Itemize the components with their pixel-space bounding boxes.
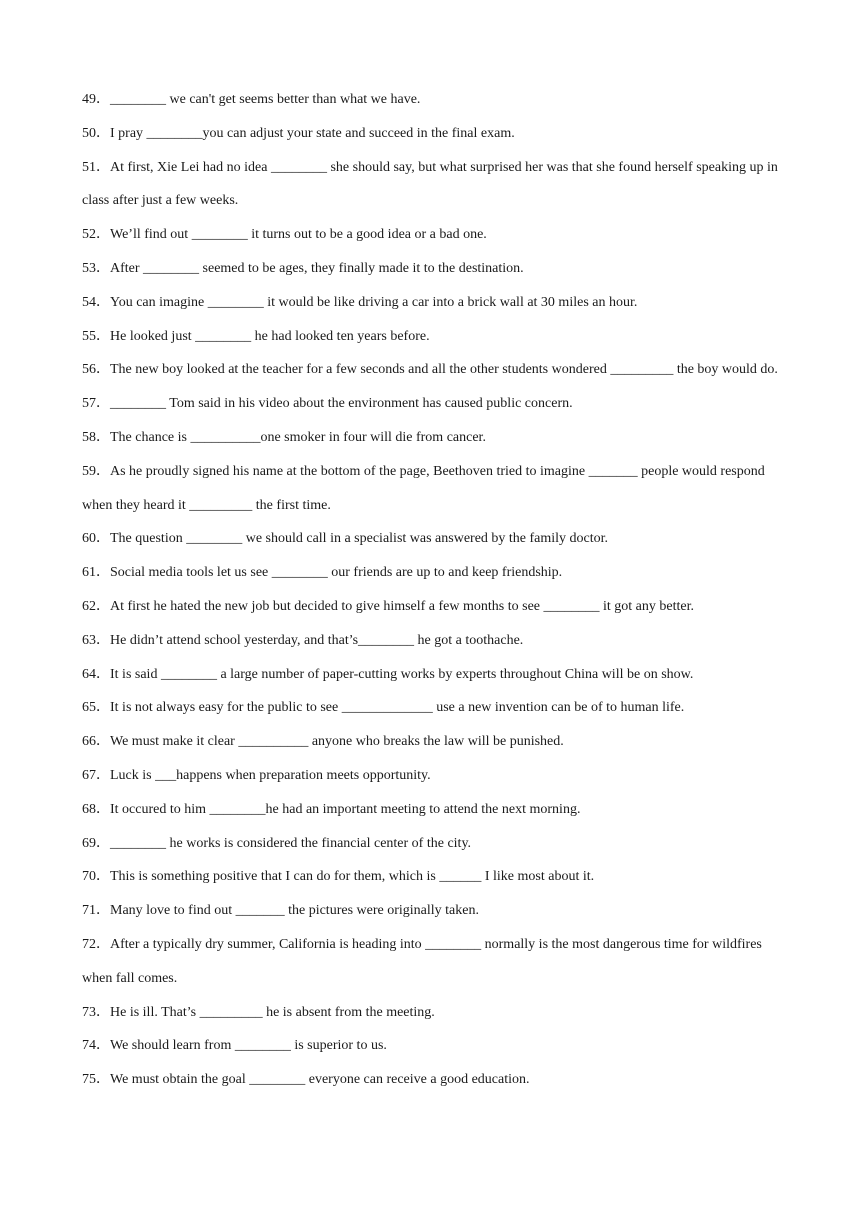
question-item	[82, 996, 782, 1030]
question-number: 58．	[82, 429, 110, 445]
question-number: 60．	[82, 531, 110, 547]
question-item	[82, 1029, 782, 1063]
question-text: After a typically dry summer, California is heading into ________ normally is the most dangerous time for wildfires when fall comes.	[82, 936, 762, 986]
question-text: ________ he works is considered the financial center of the city.	[110, 835, 472, 851]
question-item	[82, 793, 782, 827]
question-number: 51．	[82, 159, 110, 175]
question-number: 67．	[82, 767, 110, 783]
question-text: At first, Xie Lei had no idea ________ she should say, but what surprised her was that she found herself speaking up in class after just a few weeks.	[82, 159, 778, 209]
question-text: The question ________ we should call in a specialist was answered by the family doctor.	[110, 531, 609, 547]
question-item	[82, 590, 782, 624]
question-number: 74．	[82, 1038, 110, 1054]
question-item	[82, 151, 782, 219]
question-text: ________ Tom said in his video about the environment has caused public concern.	[110, 396, 573, 412]
question-item	[82, 827, 782, 861]
question-number: 54．	[82, 294, 110, 310]
question-item	[82, 286, 782, 320]
question-text: You can imagine ________ it would be like driving a car into a brick wall at 30 miles an hour.	[110, 294, 638, 310]
question-number: 66．	[82, 734, 110, 750]
question-item	[82, 1063, 782, 1097]
question-item	[82, 218, 782, 252]
question-item	[82, 353, 782, 387]
question-number: 72．	[82, 936, 110, 952]
question-number: 65．	[82, 700, 110, 716]
question-text: At first he hated the new job but decided to give himself a few months to see ________ it got any better.	[110, 598, 694, 614]
question-text: I pray ________you can adjust your state and succeed in the final exam.	[110, 125, 515, 141]
question-number: 62．	[82, 598, 110, 614]
question-number: 57．	[82, 396, 110, 412]
question-text: It is not always easy for the public to see _____________ use a new invention can be of to human life.	[110, 700, 685, 716]
question-number: 53．	[82, 260, 110, 276]
question-item	[82, 117, 782, 151]
question-text: After ________ seemed to be ages, they finally made it to the destination.	[110, 260, 524, 276]
question-text: It occured to him ________he had an important meeting to attend the next morning.	[110, 801, 581, 817]
question-text: As he proudly signed his name at the bottom of the page, Beethoven tried to imagine _______ people would respond when they heard it _________ the first time.	[82, 463, 765, 513]
question-text: The chance is __________one smoker in four will die from cancer.	[110, 429, 486, 445]
question-text: This is something positive that I can do for them, which is ______ I like most about it.	[110, 869, 595, 885]
question-number: 61．	[82, 565, 110, 581]
question-item	[82, 387, 782, 421]
question-text: He looked just ________ he had looked ten years before.	[110, 328, 430, 344]
question-number: 73．	[82, 1004, 110, 1020]
question-list	[82, 83, 782, 1097]
question-text: He didn’t attend school yesterday, and that’s________ he got a toothache.	[110, 632, 524, 648]
question-item	[82, 455, 782, 523]
question-item	[82, 83, 782, 117]
question-item	[82, 691, 782, 725]
question-number: 69．	[82, 835, 110, 851]
question-number: 71．	[82, 903, 110, 919]
question-item	[82, 928, 782, 996]
question-item	[82, 725, 782, 759]
question-number: 68．	[82, 801, 110, 817]
question-item	[82, 252, 782, 286]
question-text: The new boy looked at the teacher for a few seconds and all the other students wondered _________ the boy would do.	[110, 362, 778, 378]
question-number: 52．	[82, 227, 110, 243]
question-item	[82, 860, 782, 894]
question-number: 56．	[82, 362, 110, 378]
question-text: Many love to find out _______ the pictures were originally taken.	[110, 903, 479, 919]
question-number: 64．	[82, 666, 110, 682]
question-item	[82, 421, 782, 455]
question-text: We must make it clear __________ anyone who breaks the law will be punished.	[110, 734, 564, 750]
question-item	[82, 556, 782, 590]
question-text: We must obtain the goal ________ everyone can receive a good education.	[110, 1072, 530, 1088]
question-number: 49．	[82, 92, 110, 107]
question-text: We should learn from ________ is superior to us.	[110, 1038, 387, 1054]
question-item	[82, 658, 782, 692]
question-text: We’ll find out ________ it turns out to be a good idea or a bad one.	[110, 227, 487, 243]
question-number: 50．	[82, 125, 110, 141]
question-text: Luck is ___happens when preparation meets opportunity.	[110, 767, 431, 783]
question-item	[82, 894, 782, 928]
question-number: 70．	[82, 869, 110, 885]
question-number: 59．	[82, 463, 110, 479]
question-number: 75．	[82, 1072, 110, 1088]
question-item	[82, 522, 782, 556]
question-text: It is said ________ a large number of paper-cutting works by experts throughout China will be on show.	[110, 666, 694, 682]
question-item	[82, 320, 782, 354]
question-number: 55．	[82, 328, 110, 344]
question-text: Social media tools let us see ________ our friends are up to and keep friendship.	[110, 565, 563, 581]
question-number: 63．	[82, 632, 110, 648]
question-item	[82, 759, 782, 793]
question-item	[82, 624, 782, 658]
question-text: He is ill. That’s _________ he is absent from the meeting.	[110, 1004, 435, 1020]
question-text: ________ we can't get seems better than what we have.	[110, 92, 421, 107]
